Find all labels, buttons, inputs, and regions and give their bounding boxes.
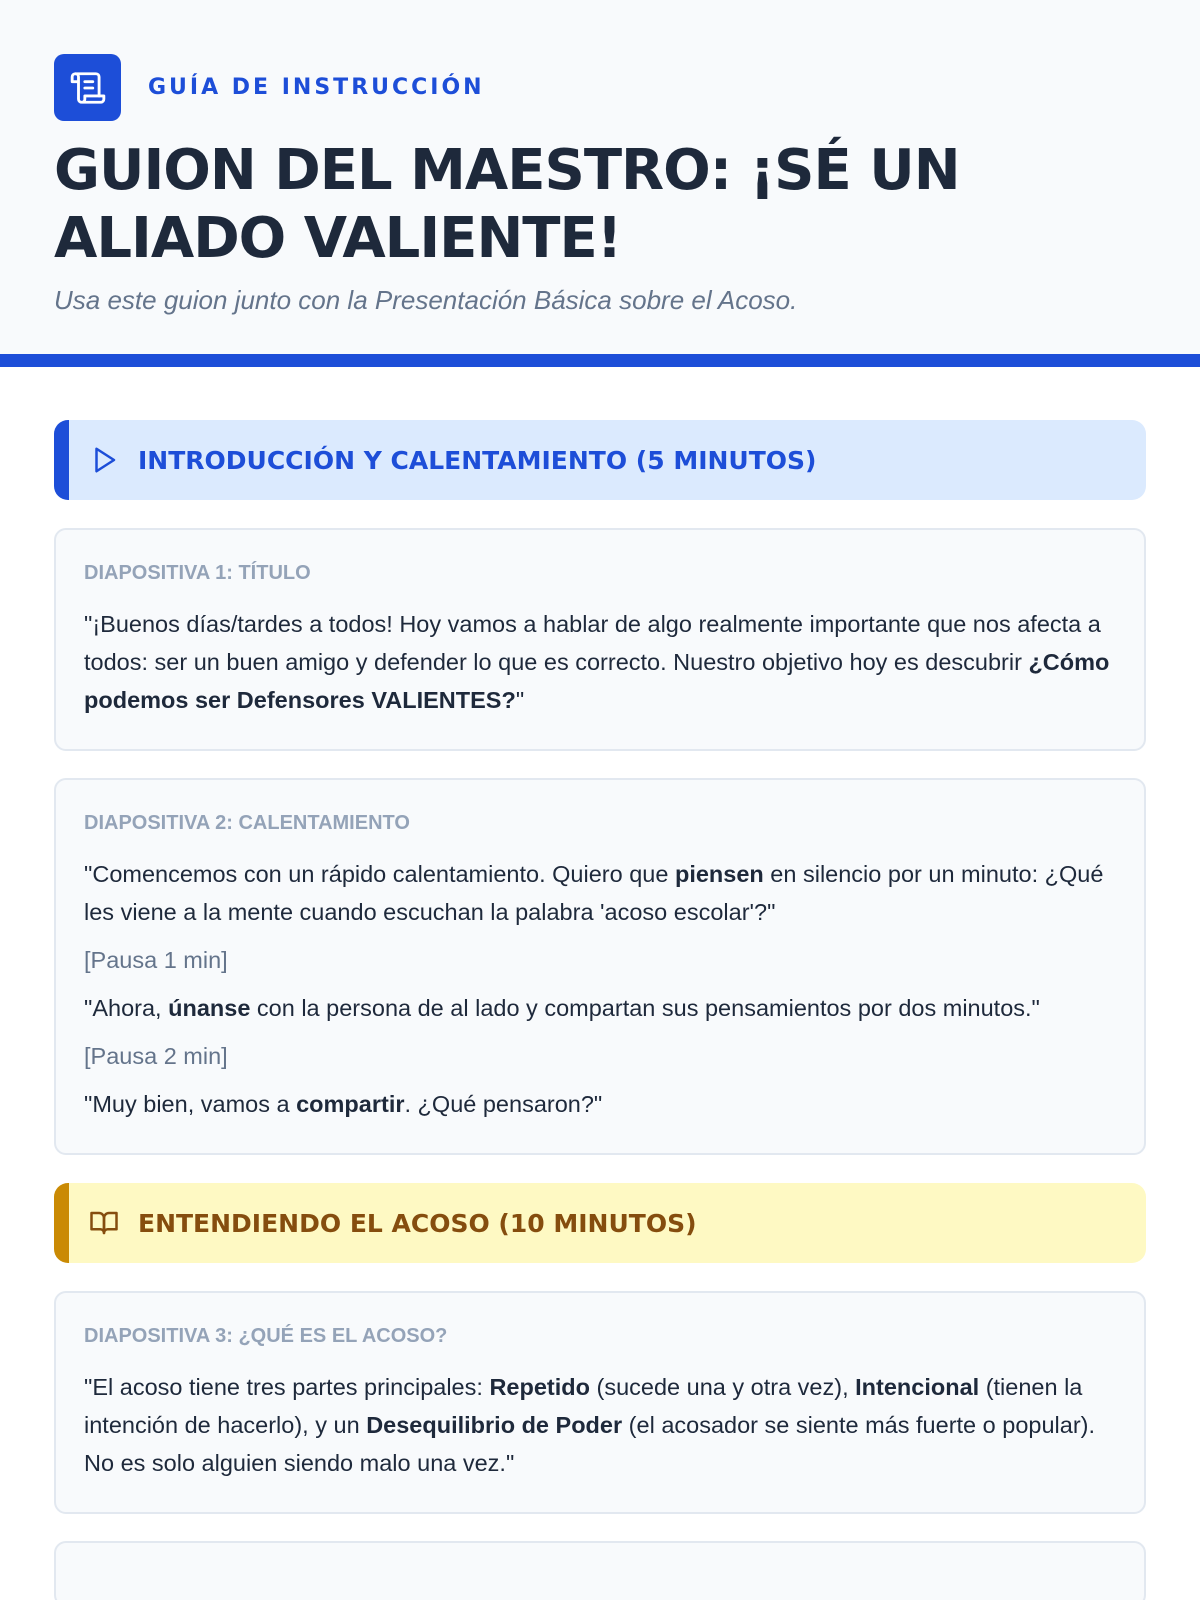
script-text: con la persona de al lado y compartan sus pensamientos por dos minutos." — [250, 995, 1040, 1021]
slide-card-2 — [54, 778, 1146, 1155]
slide-script — [84, 605, 1116, 719]
script-text: (el acosador se siente más fuerte o popular). No es solo alguien siendo malo una vez." — [84, 1412, 1095, 1476]
pause-note: [Pausa 2 min] — [84, 1043, 228, 1069]
section-header-understanding — [54, 1183, 1146, 1263]
script-text: "Muy bien, vamos a — [84, 1091, 297, 1117]
book-icon — [88, 1207, 120, 1239]
script-emphasis: únanse — [168, 995, 251, 1021]
slide-card-next — [54, 1541, 1146, 1600]
script-text: en silencio por un minuto: ¿Qué les viene a la mente cuando escuchan la palabra 'acoso escolar'?" — [84, 861, 1104, 925]
script-text: "Comencemos con un rápido calentamiento. Quiero que — [84, 861, 675, 887]
script-text: "¡Buenos días/tardes a todos! Hoy vamos a hablar de algo realmente importante que nos afecta a todos: ser un buen amigo y defender lo que es correcto. Nuestro objetivo hoy es descubrir — [84, 611, 1101, 675]
section-title: ENTENDIENDO EL ACOSO (10 MINUTOS) — [138, 1208, 697, 1238]
script-emphasis: piensen — [674, 861, 764, 887]
script-emphasis: Intencional — [855, 1374, 980, 1400]
script-text: " — [515, 687, 525, 713]
pause-note: [Pausa 1 min] — [84, 947, 228, 973]
slide-label: DIAPOSITIVA 3: ¿QUÉ ES EL ACOSO? — [84, 1325, 448, 1347]
page-title — [54, 137, 1054, 273]
page-header — [0, 0, 1200, 367]
script-emphasis: Repetido — [489, 1374, 590, 1400]
guide-kicker: GUÍA DE INSTRUCCIÓN — [148, 75, 485, 100]
play-icon — [88, 444, 120, 476]
script-text: (sucede una y otra vez), — [589, 1374, 856, 1400]
slide-card-1 — [54, 528, 1146, 751]
script-text: "El acoso tiene tres partes principales: — [84, 1374, 490, 1400]
slide-script — [84, 989, 1116, 1027]
page-title-line-1: GUION DEL MAESTRO: ¡SÉ UN — [54, 138, 960, 203]
script-emphasis: Desequilibrio de Poder — [366, 1412, 623, 1438]
section-title: INTRODUCCIÓN Y CALENTAMIENTO (5 MINUTOS) — [138, 445, 817, 475]
script-content — [0, 367, 1200, 1600]
script-text: (tienen la intención de hacerlo), y un — [84, 1374, 1083, 1438]
script-emphasis: compartir — [296, 1091, 405, 1117]
page-subtitle: Usa este guion junto con la Presentación Básica sobre el Acoso. — [54, 285, 798, 315]
script-text: . ¿Qué pensaron?" — [404, 1091, 603, 1117]
slide-label: DIAPOSITIVA 2: CALENTAMIENTO — [84, 812, 410, 834]
header-top — [54, 54, 1146, 121]
script-text: "Ahora, — [84, 995, 169, 1021]
slide-script — [84, 1368, 1116, 1482]
slide-label: DIAPOSITIVA 1: TÍTULO — [84, 562, 311, 584]
script-emphasis: ¿Cómo podemos ser Defensores VALIENTES? — [84, 649, 1110, 713]
slide-script — [84, 855, 1116, 931]
scroll-icon — [54, 54, 121, 121]
page-title-line-2: ALIADO VALIENTE! — [54, 206, 622, 271]
slide-card-3 — [54, 1291, 1146, 1514]
section-header-introduction — [54, 420, 1146, 500]
slide-script — [84, 1085, 1116, 1123]
